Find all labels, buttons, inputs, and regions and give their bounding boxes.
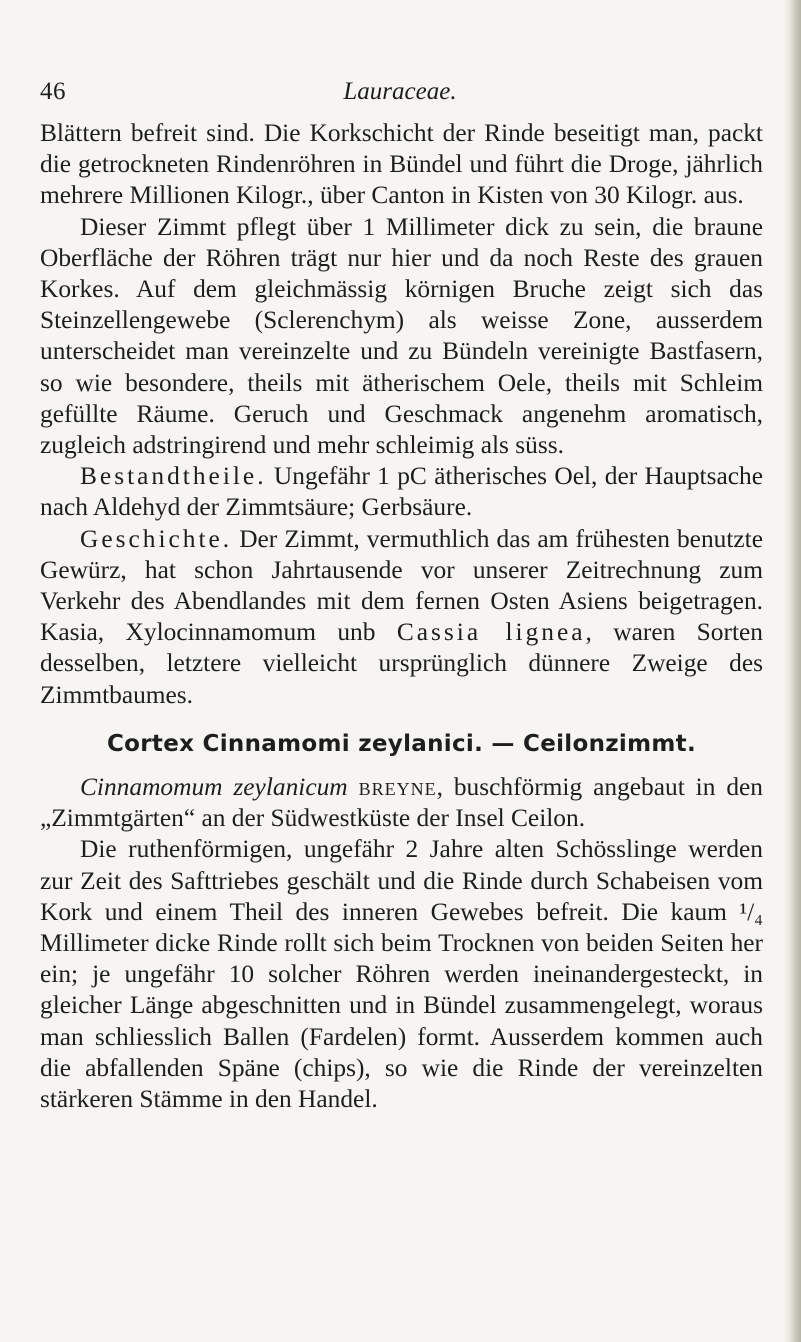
page-header (40, 78, 760, 112)
running-head: Lauraceae. (343, 78, 457, 105)
section-heading: Cortex Cinnamomi zeylanici. — Ceilonzimmt. (107, 730, 696, 757)
paragraph-5 (40, 772, 763, 834)
paragraph-text: Der Zimmt, vermuthlich das am frühesten benutzte Gewürz, hat schon Jahrtausende vor unserer Zeitrechnung zum Verkehr des Abendlandes mit dem fernen Osten Asiens beigetragen. Kasia, Xylocinnamomum unb (40, 524, 763, 647)
paragraph-6 (40, 834, 763, 1115)
paragraph-text: Millimeter dicke Rinde rollt sich beim Trocknen von beiden Seiten her ein; je ungefähr 10 solcher Röhren werden ineinandergesteckt, in gleicher Länge abgeschnitten und in Bündel zusammengelegt, woraus man schliesslich Ballen (Fardelen) formt. Ausserdem kommen auch die abfallenden Späne (chips), so wie die Rinde der vereinzelten stärkeren Stämme in den Handel. (40, 929, 763, 1114)
paragraph-3 (40, 461, 763, 523)
paragraph-4 (40, 524, 763, 711)
page-number: 46 (40, 78, 66, 105)
paragraph-2: Dieser Zimmt pflegt über 1 Millimeter dick zu sein, die braune Oberfläche der Röhren trägt nur hier und da noch Reste des grauen Korkes. Auf dem gleichmässig körnigen Bruche zeigt sich das Steinzellengewebe (Sclerenchym) als weisse Zone, ausserdem unterscheidet man vereinzelte und zu Bündeln vereinigte Bastfasern, so wie besondere, theils mit ätherischem Oele, theils mit Schleim gefüllte Räume. Geruch und Geschmack angenehm aromatisch, zugleich adstringirend und mehr schleimig als süss. (40, 212, 763, 460)
section-lead: Geschichte. (80, 524, 233, 553)
fraction: ¹/₄ (739, 897, 763, 926)
page-spine-shadow (783, 0, 801, 1342)
section-lead: Bestandtheile. (80, 462, 267, 491)
author-name: breyne (358, 773, 437, 802)
paragraph-text: Die ruthenförmigen, ungefähr 2 Jahre alten Schösslinge werden zur Zeit des Safttriebes geschält und die Rinde durch Schabeisen vom Kork und einem Theil des inneren Gewebes befreit. Die kaum (40, 835, 763, 926)
species-name: Cinnamomum zeylanicum (80, 773, 348, 802)
page-body (40, 118, 763, 1115)
paragraph-text: Ungefähr 1 pC ätherisches Oel, der Hauptsache nach Aldehyd der Zimmtsäure; Gerbsäure. (40, 462, 763, 522)
paragraph-text: , waren Sorten desselben, letztere vielleicht ursprünglich dünnere Zweige des Zimmtbaumes. (40, 618, 763, 709)
paragraph-text: , buschförmig angebaut in den „Zimmtgärten“ an der Südwestküste der Insel Ceilon. (40, 773, 763, 833)
paragraph-1: Blättern befreit sind. Die Korkschicht der Rinde beseitigt man, packt die getrockneten Rindenröhren in Bündel und führt die Droge, jährlich mehrere Millionen Kilogr., über Canton in Kisten von 30 Kilogr. aus. (40, 119, 763, 210)
spaced-term: Cassia lignea (396, 618, 586, 647)
